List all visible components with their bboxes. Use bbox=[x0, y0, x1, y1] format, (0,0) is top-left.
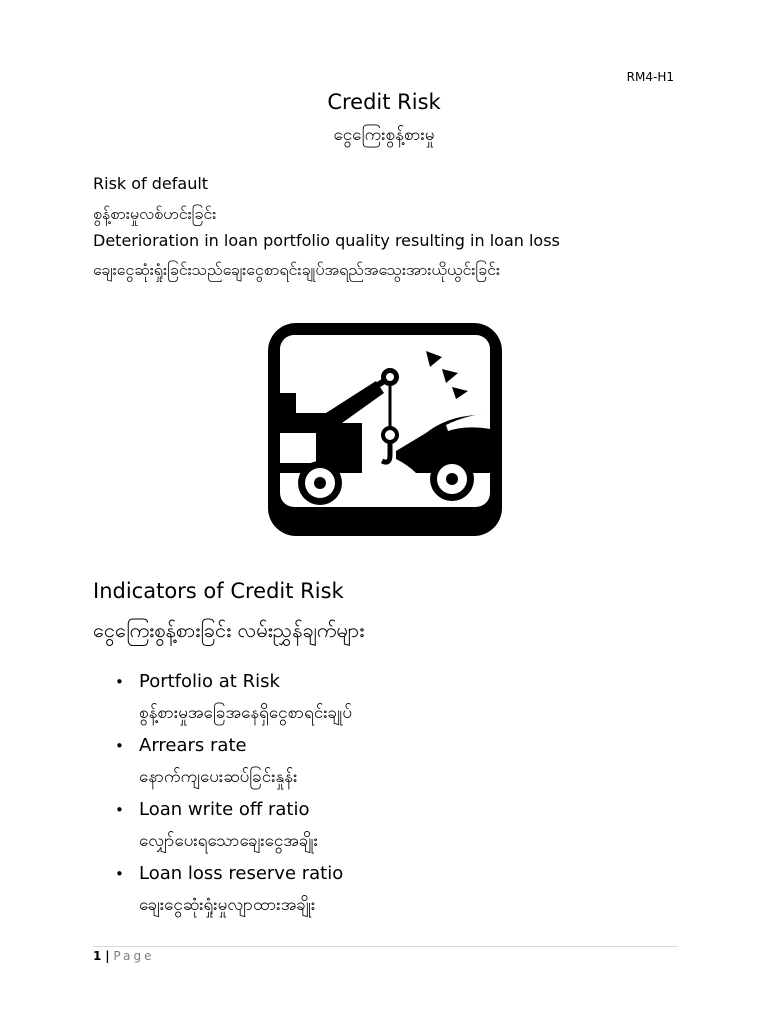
indicator-label-myanmar: နောက်ကျပေးဆပ်ခြင်းနှုန်း bbox=[139, 767, 298, 787]
list-item bbox=[115, 796, 675, 860]
indicator-label-myanmar: လျှော်ပေးရသောချေးငွေအချိုး bbox=[139, 831, 318, 851]
page-title-myanmar: ငွေကြေးစွန့်စားမှု bbox=[333, 125, 435, 145]
section-title: Indicators of Credit Risk bbox=[93, 579, 344, 603]
document-code: RM4-H1 bbox=[626, 70, 674, 84]
list-item bbox=[115, 732, 675, 796]
indicator-label: Loan loss reserve ratio bbox=[139, 863, 344, 884]
intro-line-myanmar-2: ချေးငွေဆုံးရှုံးခြင်းသည်ချေးငွေစာရင်းချုပ်အရည်အသွေးအားယိုယွင်းခြင်း bbox=[93, 260, 501, 279]
intro-line-deterioration: Deterioration in loan portfolio quality resulting in loan loss bbox=[93, 231, 560, 250]
bullet-icon: • bbox=[115, 865, 124, 883]
indicator-label: Arrears rate bbox=[139, 735, 247, 756]
page-label: Page bbox=[113, 949, 155, 963]
bullet-icon: • bbox=[115, 737, 124, 755]
bullet-icon: • bbox=[115, 673, 124, 691]
list-item bbox=[115, 860, 675, 924]
page-title: Credit Risk bbox=[327, 90, 441, 114]
page-number: 1 bbox=[93, 949, 102, 963]
list-item bbox=[115, 668, 675, 732]
intro-line-risk-of-default: Risk of default bbox=[93, 174, 209, 193]
indicator-list bbox=[115, 668, 675, 924]
indicator-label-myanmar: စွန့်စားမှုအခြေအနေရှိငွေစာရင်းချုပ် bbox=[139, 703, 353, 723]
intro-line-myanmar-1: စွန့်စားမှုလစ်ဟင်းခြင်း bbox=[93, 204, 217, 223]
indicator-label: Loan write off ratio bbox=[139, 799, 310, 820]
indicator-label-myanmar: ချေးငွေဆုံးရှုံးမှုလျာထားအချိုး bbox=[139, 895, 316, 915]
footer-separator: | bbox=[105, 949, 110, 963]
page-footer bbox=[93, 949, 154, 963]
section-title-myanmar: ငွေကြေးစွန့်စားခြင်း လမ်းညွှန်ချက်များ bbox=[93, 618, 365, 642]
bullet-icon: • bbox=[115, 801, 124, 819]
indicator-label: Portfolio at Risk bbox=[139, 671, 280, 692]
footer-divider bbox=[93, 946, 678, 947]
tow-truck-icon bbox=[266, 321, 504, 538]
